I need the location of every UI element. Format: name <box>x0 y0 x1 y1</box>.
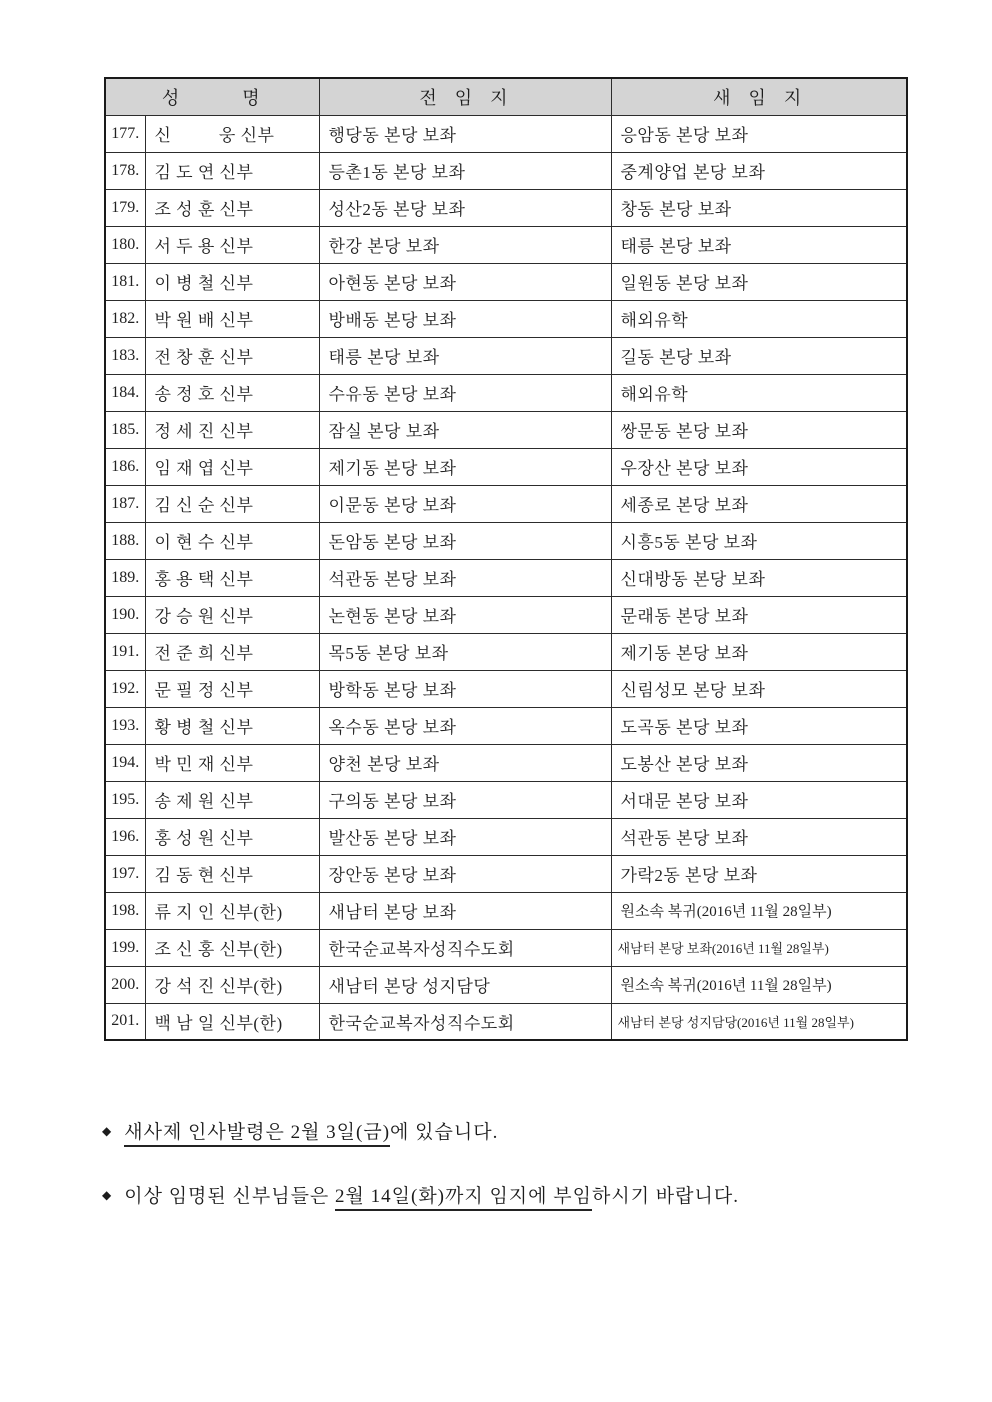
new-assignment: 중계양업 본당 보좌 <box>611 152 907 189</box>
table-row <box>105 892 907 929</box>
table-row <box>105 559 907 596</box>
previous-assignment: 태릉 본당 보좌 <box>319 337 611 374</box>
table-row <box>105 485 907 522</box>
row-number: 181. <box>105 263 145 300</box>
table-row <box>105 115 907 152</box>
table-row <box>105 781 907 818</box>
note-text-pre: 이상 임명된 신부님들은 <box>124 1186 336 1207</box>
priest-name: 김 동 현 신부 <box>145 855 319 892</box>
table-row <box>105 226 907 263</box>
new-assignment: 태릉 본당 보좌 <box>611 226 907 263</box>
new-assignment: 해외유학 <box>611 374 907 411</box>
row-number: 184. <box>105 374 145 411</box>
new-assignment: 신대방동 본당 보좌 <box>611 559 907 596</box>
previous-assignment: 논현동 본당 보좌 <box>319 596 611 633</box>
table-row <box>105 670 907 707</box>
new-assignment: 창동 본당 보좌 <box>611 189 907 226</box>
row-number: 197. <box>105 855 145 892</box>
row-number: 195. <box>105 781 145 818</box>
new-assignment: 제기동 본당 보좌 <box>611 633 907 670</box>
row-number: 183. <box>105 337 145 374</box>
previous-assignment: 돈암동 본당 보좌 <box>319 522 611 559</box>
row-number: 188. <box>105 522 145 559</box>
note-text-underlined: 새사제 인사발령은 2월 3일(금) <box>124 1122 390 1147</box>
row-number: 185. <box>105 411 145 448</box>
note-text-rest: 하시기 바랍니다. <box>591 1186 739 1207</box>
row-number: 194. <box>105 744 145 781</box>
new-assignment: 가락2동 본당 보좌 <box>611 855 907 892</box>
new-assignment: 신림성모 본당 보좌 <box>611 670 907 707</box>
previous-assignment: 새남터 본당 성지담당 <box>319 966 611 1003</box>
new-assignment: 원소속 복귀(2016년 11월 28일부) <box>611 892 907 929</box>
previous-assignment: 방배동 본당 보좌 <box>319 300 611 337</box>
table-row <box>105 929 907 966</box>
table-row <box>105 374 907 411</box>
row-number: 180. <box>105 226 145 263</box>
new-assignment: 길동 본당 보좌 <box>611 337 907 374</box>
previous-assignment: 발산동 본당 보좌 <box>319 818 611 855</box>
row-number: 191. <box>105 633 145 670</box>
row-number: 192. <box>105 670 145 707</box>
priest-name: 조 성 훈 신부 <box>145 189 319 226</box>
previous-assignment: 행당동 본당 보좌 <box>319 115 611 152</box>
previous-assignment: 목5동 본당 보좌 <box>319 633 611 670</box>
row-number: 182. <box>105 300 145 337</box>
new-assignment: 새남터 본당 보좌(2016년 11월 28일부) <box>611 929 907 966</box>
priest-name: 김 신 순 신부 <box>145 485 319 522</box>
new-assignment: 응암동 본당 보좌 <box>611 115 907 152</box>
footnotes <box>102 1117 912 1245</box>
table-row <box>105 596 907 633</box>
previous-assignment: 양천 본당 보좌 <box>319 744 611 781</box>
new-assignment: 원소속 복귀(2016년 11월 28일부) <box>611 966 907 1003</box>
table-row <box>105 263 907 300</box>
previous-assignment: 옥수동 본당 보좌 <box>319 707 611 744</box>
previous-assignment: 구의동 본당 보좌 <box>319 781 611 818</box>
priest-name: 전 준 희 신부 <box>145 633 319 670</box>
new-assignment: 도봉산 본당 보좌 <box>611 744 907 781</box>
priest-name: 박 민 재 신부 <box>145 744 319 781</box>
diamond-bullet-icon: ◆ <box>102 1188 112 1202</box>
new-assignment: 일원동 본당 보좌 <box>611 263 907 300</box>
priest-name: 이 병 철 신부 <box>145 263 319 300</box>
note-ordination-announcement <box>102 1117 912 1144</box>
priest-name: 황 병 철 신부 <box>145 707 319 744</box>
table-row <box>105 744 907 781</box>
clergy-assignment-table <box>104 77 908 1041</box>
priest-name: 김 도 연 신부 <box>145 152 319 189</box>
assignment-table-body <box>105 115 907 1040</box>
row-number: 177. <box>105 115 145 152</box>
table-row <box>105 152 907 189</box>
priest-name: 홍 성 원 신부 <box>145 818 319 855</box>
previous-assignment: 한국순교복자성직수도회 <box>319 929 611 966</box>
previous-assignment: 새남터 본당 보좌 <box>319 892 611 929</box>
new-assignment: 서대문 본당 보좌 <box>611 781 907 818</box>
new-assignment: 새남터 본당 성지담당(2016년 11월 28일부) <box>611 1003 907 1040</box>
priest-name: 신 웅 신부 <box>145 115 319 152</box>
priest-name: 서 두 용 신부 <box>145 226 319 263</box>
row-number: 189. <box>105 559 145 596</box>
previous-assignment: 잠실 본당 보좌 <box>319 411 611 448</box>
note-reporting-deadline <box>102 1181 912 1208</box>
priest-name: 박 원 배 신부 <box>145 300 319 337</box>
table-row <box>105 818 907 855</box>
note-text-rest: 에 있습니다. <box>390 1122 499 1143</box>
priest-name: 임 재 엽 신부 <box>145 448 319 485</box>
header-new-assignment: 새 임 지 <box>611 78 907 115</box>
previous-assignment: 장안동 본당 보좌 <box>319 855 611 892</box>
row-number: 196. <box>105 818 145 855</box>
previous-assignment: 한강 본당 보좌 <box>319 226 611 263</box>
previous-assignment: 수유동 본당 보좌 <box>319 374 611 411</box>
row-number: 179. <box>105 189 145 226</box>
previous-assignment: 등촌1동 본당 보좌 <box>319 152 611 189</box>
row-number: 187. <box>105 485 145 522</box>
row-number: 201. <box>105 1003 145 1040</box>
new-assignment: 세종로 본당 보좌 <box>611 485 907 522</box>
priest-name: 문 필 정 신부 <box>145 670 319 707</box>
header-name: 성 명 <box>105 78 319 115</box>
row-number: 178. <box>105 152 145 189</box>
priest-name: 강 석 진 신부(한) <box>145 966 319 1003</box>
priest-name: 조 신 홍 신부(한) <box>145 929 319 966</box>
table-row <box>105 448 907 485</box>
table-row <box>105 411 907 448</box>
header-previous-assignment: 전 임 지 <box>319 78 611 115</box>
new-assignment: 시흥5동 본당 보좌 <box>611 522 907 559</box>
row-number: 190. <box>105 596 145 633</box>
priest-name: 이 현 수 신부 <box>145 522 319 559</box>
row-number: 200. <box>105 966 145 1003</box>
new-assignment: 석관동 본당 보좌 <box>611 818 907 855</box>
row-number: 198. <box>105 892 145 929</box>
table-row <box>105 300 907 337</box>
previous-assignment: 제기동 본당 보좌 <box>319 448 611 485</box>
priest-name: 정 세 진 신부 <box>145 411 319 448</box>
row-number: 199. <box>105 929 145 966</box>
new-assignment: 쌍문동 본당 보좌 <box>611 411 907 448</box>
new-assignment: 우장산 본당 보좌 <box>611 448 907 485</box>
new-assignment: 도곡동 본당 보좌 <box>611 707 907 744</box>
priest-name: 송 정 호 신부 <box>145 374 319 411</box>
table-row <box>105 189 907 226</box>
priest-name: 강 승 원 신부 <box>145 596 319 633</box>
new-assignment: 해외유학 <box>611 300 907 337</box>
priest-name: 전 창 훈 신부 <box>145 337 319 374</box>
row-number: 186. <box>105 448 145 485</box>
previous-assignment: 성산2동 본당 보좌 <box>319 189 611 226</box>
table-row <box>105 1003 907 1040</box>
table-row <box>105 855 907 892</box>
priest-name: 류 지 인 신부(한) <box>145 892 319 929</box>
table-row <box>105 707 907 744</box>
table-row <box>105 337 907 374</box>
table-row <box>105 522 907 559</box>
diamond-bullet-icon: ◆ <box>102 1124 112 1138</box>
note-text-underlined: 2월 14일(화)까지 임지에 부임 <box>335 1186 592 1211</box>
previous-assignment: 석관동 본당 보좌 <box>319 559 611 596</box>
table-row <box>105 966 907 1003</box>
new-assignment: 문래동 본당 보좌 <box>611 596 907 633</box>
priest-name: 송 제 원 신부 <box>145 781 319 818</box>
table-row <box>105 633 907 670</box>
table-header-row <box>105 78 907 115</box>
priest-name: 홍 용 택 신부 <box>145 559 319 596</box>
priest-name: 백 남 일 신부(한) <box>145 1003 319 1040</box>
row-number: 193. <box>105 707 145 744</box>
previous-assignment: 한국순교복자성직수도회 <box>319 1003 611 1040</box>
previous-assignment: 이문동 본당 보좌 <box>319 485 611 522</box>
previous-assignment: 방학동 본당 보좌 <box>319 670 611 707</box>
previous-assignment: 아현동 본당 보좌 <box>319 263 611 300</box>
